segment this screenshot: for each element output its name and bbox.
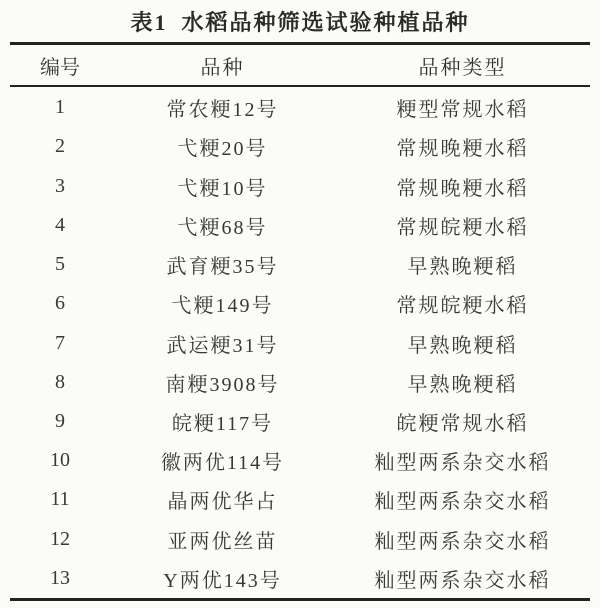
table-row <box>10 166 590 205</box>
cell-no: 9 <box>55 409 65 432</box>
table-body <box>10 88 590 598</box>
table-row <box>10 441 590 480</box>
cell-variety: 皖粳117号 <box>171 412 274 435</box>
table-number-label: 表1 <box>130 10 168 35</box>
table-row <box>10 559 590 598</box>
cell-type: 常规晚粳水稻 <box>396 177 529 200</box>
cell-variety: 弋粳149号 <box>171 295 274 318</box>
cell-no: 4 <box>55 213 65 236</box>
table-row <box>10 245 590 284</box>
cell-no: 7 <box>55 331 65 354</box>
cell-no: 13 <box>50 566 70 589</box>
cell-type: 籼型两系杂交水稻 <box>374 491 551 514</box>
cell-variety: 徽两优114号 <box>160 452 285 475</box>
table-row <box>10 363 590 402</box>
cell-variety: 南粳3908号 <box>165 373 280 396</box>
table-row <box>10 88 590 127</box>
cell-type: 早熟晚粳稻 <box>407 334 518 357</box>
table-header-row <box>10 45 590 85</box>
cell-no: 12 <box>50 527 70 550</box>
table-row <box>10 480 590 519</box>
bottom-rule <box>10 598 590 601</box>
table-row <box>10 520 590 559</box>
table-title-text: 水稻品种筛选试验种植品种 <box>181 10 470 35</box>
cell-type: 早熟晚粳稻 <box>407 256 518 279</box>
cell-variety: 武育粳35号 <box>166 256 279 279</box>
cell-no: 11 <box>50 488 70 511</box>
cell-no: 10 <box>50 449 70 472</box>
table-row <box>10 206 590 245</box>
cell-no: 1 <box>55 96 65 119</box>
cell-type: 常规晚粳水稻 <box>396 138 529 161</box>
cell-type: 常规皖粳水稻 <box>396 216 529 239</box>
table-title <box>0 6 600 37</box>
cell-variety: 晶两优华占 <box>167 491 278 514</box>
cell-variety: 亚两优丝苗 <box>167 530 278 553</box>
table-row <box>10 402 590 441</box>
cell-no: 2 <box>55 135 65 158</box>
column-header-variety: 品种 <box>200 56 245 79</box>
cell-type: 籼型两系杂交水稻 <box>374 452 551 475</box>
cell-variety: Y两优143号 <box>163 569 282 592</box>
column-header-no: 编号 <box>40 56 80 79</box>
table-row <box>10 127 590 166</box>
cell-variety: 武运粳31号 <box>166 334 279 357</box>
cell-variety: 弋粳10号 <box>177 177 268 200</box>
cell-no: 6 <box>55 292 65 315</box>
column-header-type: 品种类型 <box>418 56 507 79</box>
cell-variety: 弋粳68号 <box>177 216 268 239</box>
cell-no: 3 <box>55 174 65 197</box>
table-row <box>10 323 590 362</box>
cell-type: 籼型两系杂交水稻 <box>374 569 551 592</box>
cell-variety: 弋粳20号 <box>177 138 268 161</box>
cell-no: 8 <box>55 370 65 393</box>
cell-type: 籼型两系杂交水稻 <box>374 530 551 553</box>
cell-variety: 常农粳12号 <box>166 99 279 122</box>
header-rule <box>10 85 590 87</box>
cell-type: 早熟晚粳稻 <box>407 373 518 396</box>
cell-type: 粳型常规水稻 <box>396 99 529 122</box>
cell-no: 5 <box>55 253 65 276</box>
table-row <box>10 284 590 323</box>
cell-type: 皖粳常规水稻 <box>396 412 529 435</box>
cell-type: 常规皖粳水稻 <box>396 295 529 318</box>
